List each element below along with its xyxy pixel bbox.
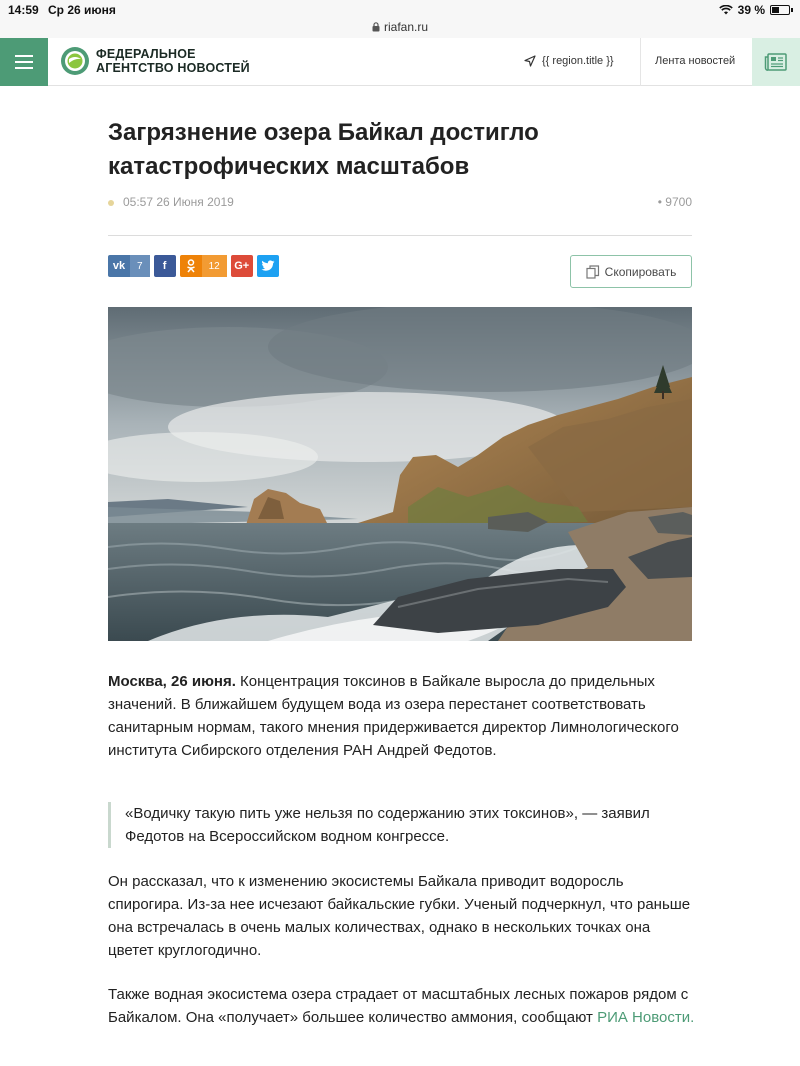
article-views: • 9700 [657, 195, 692, 209]
article-meta [108, 195, 692, 211]
menu-icon-bar [15, 55, 33, 57]
article-quote: «Водичку такую пить уже нельзя по содержанию этих токсинов», — заявил Федотов на Всероссийском водном конгрессе. [108, 802, 698, 848]
status-indicators [719, 3, 790, 17]
logo-line-2: АГЕНТСТВО НОВОСТЕЙ [96, 61, 250, 75]
news-feed-button[interactable] [752, 38, 800, 86]
newspaper-icon [764, 52, 788, 72]
source-link[interactable]: РИА Новости. [597, 1009, 695, 1026]
battery-icon [770, 5, 790, 15]
logo-text [96, 47, 250, 75]
menu-icon-bar [15, 61, 33, 63]
paragraph-lead: Москва, 26 июня. [108, 673, 236, 690]
copy-icon [586, 265, 600, 279]
battery-percent: 39 % [737, 3, 765, 17]
paragraph-1-text: Концентрация токсинов в Байкале выросла до придельных значений. В ближайшем будущем вода из озера перестанет соответствовать санитарным нормам, такого мнения придерживается директор Лимнологического института Сибирского отделения РАН Андрей Федотов. [108, 673, 679, 759]
news-feed-link[interactable]: Лента новостей [655, 55, 736, 67]
status-bar [0, 0, 800, 20]
time-dot-icon [108, 200, 114, 206]
site-logo[interactable] [60, 46, 250, 76]
copy-button[interactable] [570, 255, 692, 288]
article-title: Загрязнение озера Байкал достигло катастрофических масштабов [108, 119, 539, 180]
address-bar[interactable] [0, 20, 800, 38]
meta-divider [108, 235, 692, 236]
lock-icon [372, 22, 380, 32]
menu-button[interactable] [0, 38, 48, 86]
article-photo [108, 307, 692, 641]
location-arrow-icon [524, 55, 536, 67]
wifi-icon [719, 5, 733, 15]
share-vk-count: 7 [130, 255, 150, 277]
site-header [0, 38, 800, 86]
views-count: 9700 [665, 195, 692, 209]
article-paragraph-3 [108, 983, 698, 1029]
google-plus-icon: G+ [234, 260, 250, 272]
logo-line-1: ФЕДЕРАЛЬНОЕ [96, 47, 196, 61]
share-buttons [108, 255, 279, 277]
menu-icon-bar [15, 67, 33, 69]
vk-icon: vk [112, 260, 126, 272]
article-datetime: 05:57 26 Июня 2019 [123, 195, 234, 209]
share-ok-count: 12 [202, 255, 227, 277]
status-time: 14:59 [8, 3, 39, 17]
region-selector[interactable] [524, 55, 614, 67]
facebook-icon: f [162, 260, 167, 272]
region-title: {{ region.title }} [542, 55, 614, 67]
share-vk-button[interactable] [108, 255, 150, 277]
url-text: riafan.ru [383, 20, 429, 34]
share-twitter-button[interactable] [257, 255, 279, 277]
share-facebook-button[interactable] [154, 255, 176, 277]
paragraph-3-text: Также водная экосистема озера страдает от масштабных лесных пожаров рядом с Байкалом. Она «получает» большее количество аммония, сообщают [108, 986, 689, 1026]
share-odnoklassniki-button[interactable] [180, 255, 227, 277]
article-paragraph-2: Он рассказал, что к изменению экосистемы Байкала приводит водоросль спирогира. Из-за нее исчезают байкальские губки. Ученый подчеркнул, что раньше она встречалась в очень малых количествах, однако в нескольких точках она цветет круглогодично. [108, 873, 691, 959]
status-date: Ср 26 июня [48, 3, 116, 17]
share-google-plus-button[interactable] [231, 255, 253, 277]
lake-baikal-photo [108, 307, 692, 641]
odnoklassniki-icon [180, 255, 202, 277]
header-divider [640, 38, 641, 86]
twitter-icon [257, 255, 279, 277]
copy-label: Скопировать [604, 264, 677, 279]
article-paragraph-1 [108, 670, 698, 762]
logo-icon [60, 46, 90, 76]
